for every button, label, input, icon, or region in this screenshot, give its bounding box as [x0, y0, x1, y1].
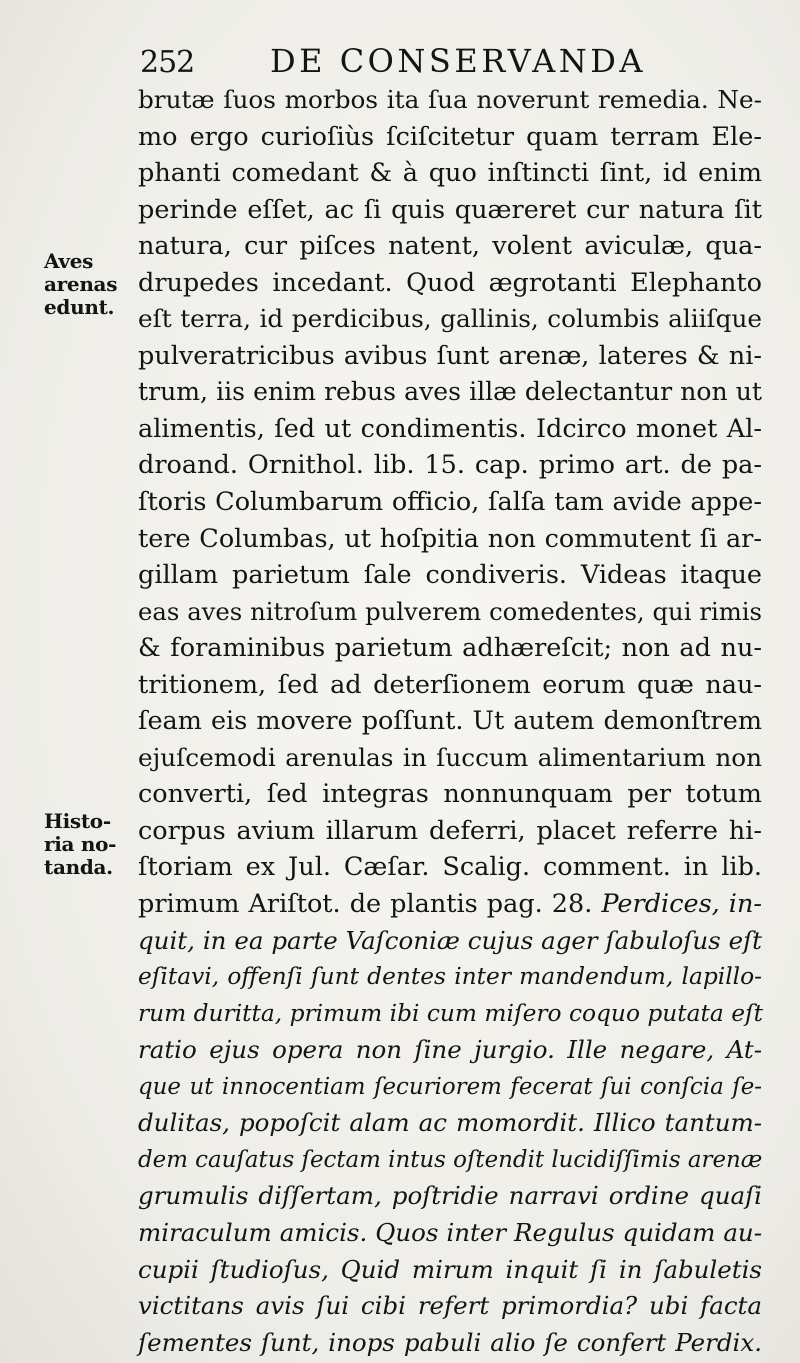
text-line: perinde eſſet, ac ſi quis quæreret cur natura ſit — [138, 194, 762, 225]
marginal-note-line: Histo- — [44, 809, 111, 833]
text-line: & foraminibus parietum adhæreſcit; non ad nu- — [138, 633, 762, 664]
marginal-note-line: tanda. — [44, 855, 113, 879]
italic-text-line: quit, in ea parte Vaſconiæ cujus ager ſabuloſus eſt — [138, 925, 762, 955]
text-line: ſeam eis movere poſſunt. Ut autem demonſtrem — [138, 706, 762, 737]
text-line: alimentis, ſed ut condimentis. Idcirco monet Al- — [138, 413, 762, 444]
text-line-italic-part: Perdices, in- — [601, 889, 763, 920]
text-line-roman-part: primum Ariſtot. de plantis pag. 28. — [138, 889, 593, 920]
text-line: converti, ſed integras nonnunquam per totum — [138, 779, 762, 810]
text-line: phanti comedant & à quo inſtincti ſint, id enim — [138, 158, 762, 189]
text-line: gillam parietum ſale condiveris. Videas itaque — [138, 560, 762, 591]
text-line: trum, iis enim rebus aves illæ delectantur non ut — [138, 377, 762, 407]
text-line: natura, cur piſces natent, volent aviculæ, qua- — [138, 231, 762, 262]
italic-text-line: ſementes ſunt, inops pabuli alio ſe confert Perdix. — [138, 1327, 762, 1357]
text-line-mixed — [138, 886, 762, 923]
italic-text-line: eſitavi, offenſi ſunt dentes inter mandendum, lapillo- — [138, 963, 762, 991]
body-text — [138, 82, 762, 1361]
marginal-note-line: ria no- — [44, 832, 117, 856]
running-title: DE CONSERVANDA — [270, 42, 646, 80]
text-line: pulveratricibus avibus ſunt arenæ, lateres & ni- — [138, 340, 762, 371]
italic-text-line: rum duritta, primum ibi cum miſero coquo putata eſt — [138, 999, 763, 1027]
marginal-note-line: arenas — [44, 272, 118, 296]
text-line: ſtoriam ex Jul. Cæſar. Scalig. comment. in lib. — [138, 852, 762, 883]
text-line: ſtoris Columbarum officio, ſalſa tam avide appe- — [138, 487, 762, 518]
text-line: tritionem, ſed ad deterſionem eorum quæ nau- — [138, 669, 762, 700]
italic-text-line: cupii ſtudioſus, Quid mirum inquit ſi in ſabuletis — [138, 1254, 762, 1284]
italic-text-line: victitans avis ſui cibi refert primordia? ubi facta — [138, 1291, 762, 1321]
text-line: tere Columbas, ut hoſpitia non commutent ſi ar- — [138, 523, 762, 554]
italic-text-line: dulitas, popoſcit alam ac momordit. Illico tantum- — [138, 1108, 762, 1138]
italic-text-line: ratio ejus opera non ſine jurgio. Ille negare, At- — [138, 1035, 762, 1065]
text-line: eſt terra, id perdicibus, gallinis, columbis aliiſque — [138, 304, 762, 334]
italic-text-line: miraculum amicis. Quos inter Regulus quidam au- — [138, 1217, 762, 1247]
page-header — [140, 44, 780, 84]
italic-text-line: dem cauſatus ſectam intus oſtendit lucidiſſimis arenæ — [138, 1146, 763, 1173]
text-line: mo ergo curioſiùs ſciſcitetur quam terram Ele- — [138, 121, 762, 152]
text-line: eas aves nitroſum pulverem comedentes, qui rimis — [138, 596, 762, 626]
marginal-note-line: edunt. — [44, 295, 115, 319]
text-line: drupedes incedant. Quod ægrotanti Elephanto — [138, 267, 762, 298]
italic-text-line: que ut innocentiam ſecuriorem fecerat ſui conſcia ſe- — [138, 1073, 762, 1100]
text-line: brutæ ſuos morbos ita ſua noverunt remedia. Ne- — [138, 85, 762, 114]
page-number: 252 — [140, 45, 195, 80]
marginal-note-historia — [44, 810, 130, 879]
marginal-note-aves — [44, 250, 130, 319]
italic-text-line: grumulis diſſertam, poſtridie narravi ordine quaſi — [138, 1181, 762, 1211]
marginal-note-line: Aves — [44, 249, 94, 273]
text-line: corpus avium illarum deferri, placet referre hi- — [138, 815, 762, 846]
text-line: droand. Ornithol. lib. 15. cap. primo art. de pa- — [138, 450, 762, 481]
text-line: ejuſcemodi arenulas in ſuccum alimentarium non — [138, 742, 762, 772]
